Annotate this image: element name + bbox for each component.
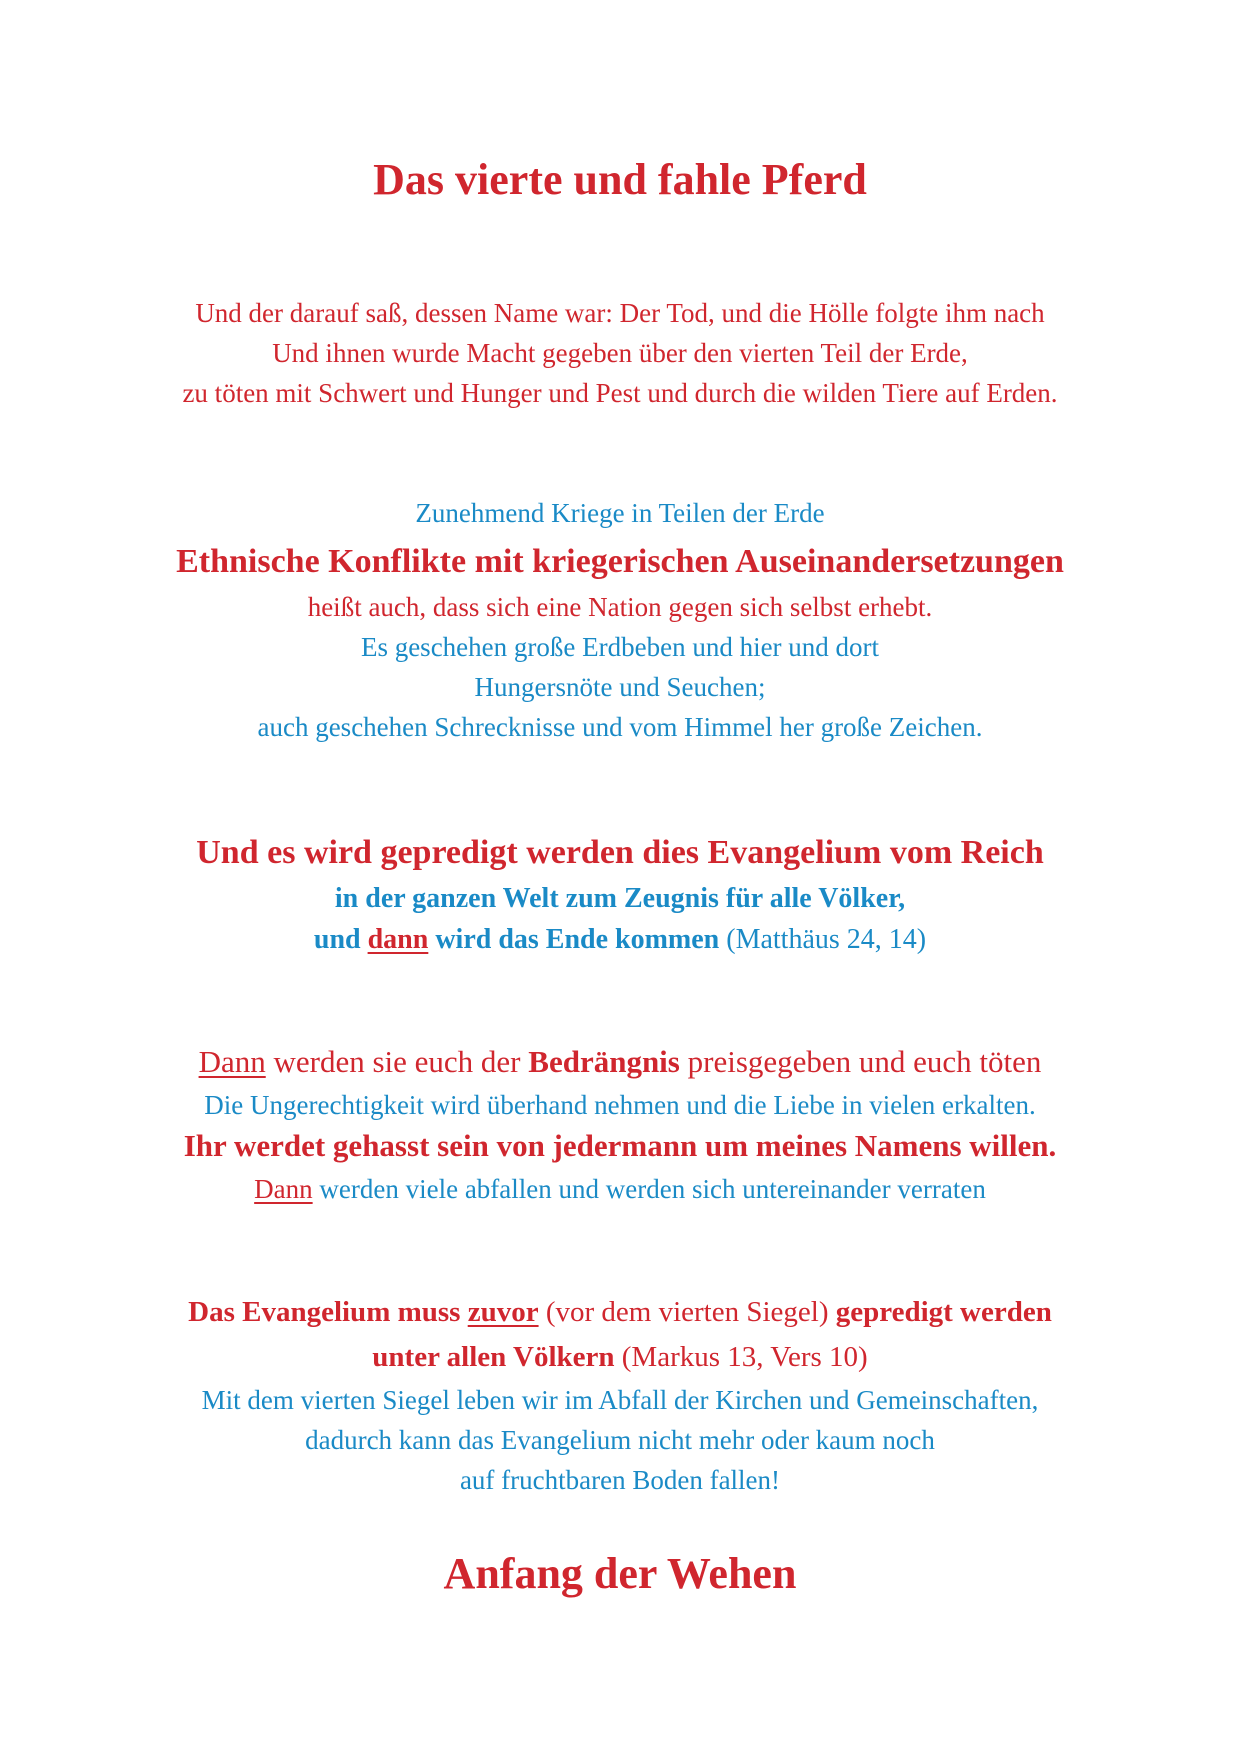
text-line bbox=[0, 1343, 1240, 1372]
verse-line: zu töten mit Schwert und Hunger und Pest und durch die wilden Tiere auf Erden. bbox=[182, 378, 1058, 408]
text-span: (vor dem vierten Siegel) bbox=[538, 1296, 836, 1328]
text-line: auch geschehen Schrecknisse und vom Himmel her große Zeichen. bbox=[257, 712, 983, 742]
scripture-reference: (Markus 13, Vers 10) bbox=[614, 1341, 868, 1373]
text-line: heißt auch, dass sich eine Nation gegen sich selbst erhebt. bbox=[307, 592, 933, 622]
heading-line: Ihr werdet gehasst sein von jedermann um meines Namens willen. bbox=[183, 1128, 1057, 1163]
text-span: und bbox=[313, 924, 368, 955]
heading-line: Ethnische Konflikte mit kriegerischen Auseinandersetzungen bbox=[176, 543, 1064, 580]
scripture-reference: (Matthäus 24, 14) bbox=[719, 924, 927, 955]
text-line: dadurch kann das Evangelium nicht mehr oder kaum noch bbox=[305, 1425, 935, 1455]
text-span: gepredigt werden bbox=[835, 1296, 1052, 1328]
text-line: Mit dem vierten Siegel leben wir im Abfall der Kirchen und Gemeinschaften, bbox=[201, 1385, 1039, 1415]
emphasis-text: zuvor bbox=[467, 1296, 539, 1328]
text-line: Hungersnöte und Seuchen; bbox=[474, 672, 766, 702]
text-span: werden viele abfallen und werden sich untereinander verraten bbox=[312, 1174, 986, 1204]
heading-line: Und es wird gepredigt werden dies Evangelium vom Reich bbox=[196, 834, 1044, 871]
text-line bbox=[0, 1298, 1240, 1327]
text-line: Es geschehen große Erdbeben und hier und dort bbox=[360, 632, 880, 662]
text-line: auf fruchtbaren Boden fallen! bbox=[459, 1465, 781, 1495]
text-span: werden sie euch der bbox=[265, 1044, 529, 1079]
text-line bbox=[0, 926, 1240, 954]
text-span: unter allen Völkern bbox=[372, 1341, 615, 1373]
page-title: Das vierte und fahle Pferd bbox=[373, 155, 867, 204]
verse-line: Und der darauf saß, dessen Name war: Der Tod, und die Hölle folgte ihm nach bbox=[195, 298, 1045, 328]
text-line: Die Ungerechtigkeit wird überhand nehmen und die Liebe in vielen erkalten. bbox=[204, 1090, 1036, 1120]
emphasis-text: dann bbox=[367, 924, 429, 955]
emphasis-text: Dann bbox=[198, 1044, 266, 1079]
text-line: in der ganzen Welt zum Zeugnis für alle Völker, bbox=[334, 883, 906, 914]
text-span: preisgegeben und euch töten bbox=[679, 1044, 1042, 1079]
text-span: wird das Ende kommen bbox=[428, 924, 720, 955]
closing-heading: Anfang der Wehen bbox=[443, 1549, 797, 1598]
text-line bbox=[0, 1176, 1240, 1203]
text-span: Das Evangelium muss bbox=[188, 1296, 468, 1328]
verse-line: Und ihnen wurde Macht gegeben über den vierten Teil der Erde, bbox=[272, 338, 968, 368]
text-line: Zunehmend Kriege in Teilen der Erde bbox=[415, 498, 825, 528]
emphasis-text: Bedrängnis bbox=[528, 1044, 680, 1079]
text-line bbox=[0, 1046, 1240, 1077]
emphasis-text: Dann bbox=[254, 1174, 313, 1204]
